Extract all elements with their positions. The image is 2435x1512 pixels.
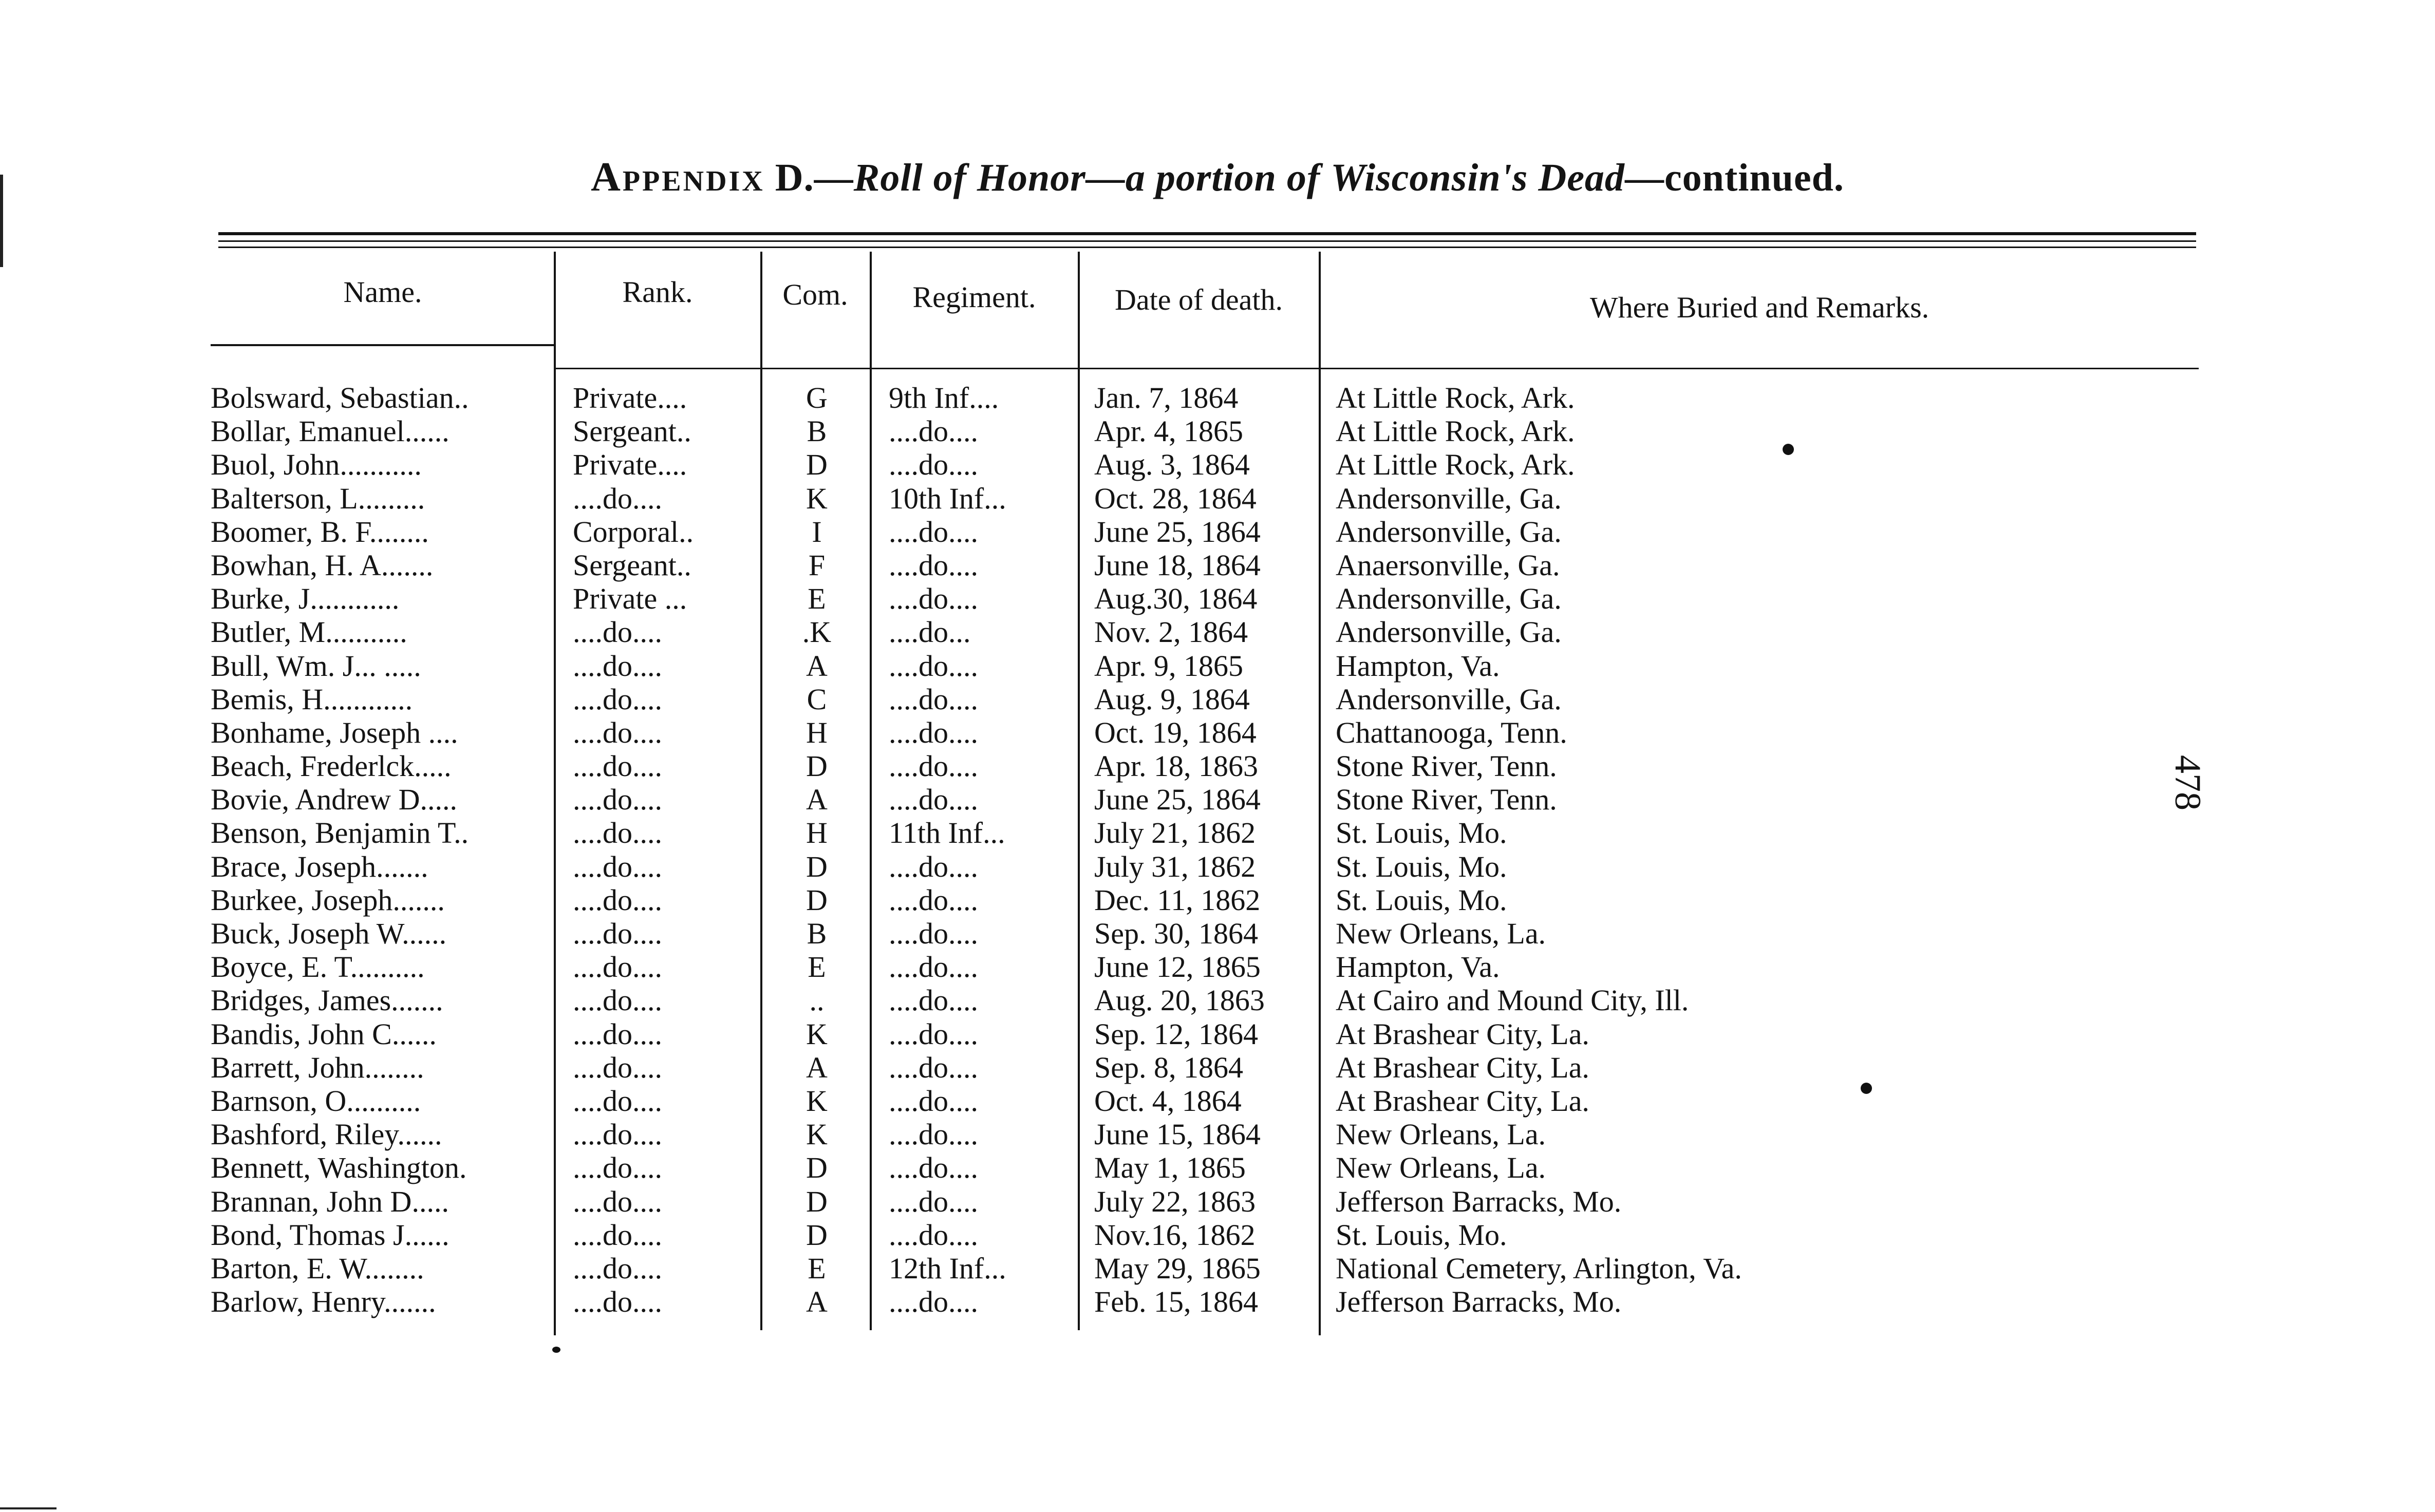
ink-speck-3: [552, 1347, 560, 1353]
entry-regiment: ....do....: [889, 984, 978, 1017]
entry-name: Barton, E. W........: [211, 1251, 424, 1285]
entry-rank: ....do....: [573, 917, 662, 950]
entry-regiment: ....do....: [889, 1218, 978, 1252]
entry-company: G: [806, 381, 828, 414]
table-row: [0, 984, 2435, 1017]
top-rule-third: [218, 247, 2196, 248]
entry-burial-place: Anaersonville, Ga.: [1336, 548, 1560, 582]
entry-rank: Private....: [573, 448, 687, 482]
entry-rank: ....do....: [573, 1118, 662, 1151]
entry-name: Barrett, John........: [211, 1050, 424, 1084]
entry-date-of-death: June 12, 1865: [1094, 950, 1261, 984]
entry-rank: ....do....: [573, 816, 662, 850]
entry-name: Boyce, E. T..........: [211, 950, 425, 984]
entry-name: Bull, Wm. J... .....: [211, 649, 421, 683]
entry-name: Bridges, James.......: [211, 984, 443, 1017]
entry-date-of-death: Feb. 15, 1864: [1094, 1285, 1258, 1319]
ink-speck-2: [1861, 1083, 1872, 1094]
entry-rank: ....do....: [573, 1084, 662, 1118]
entry-company: B: [807, 917, 827, 950]
column-header-where: Where Buried and Remarks.: [1589, 291, 1930, 324]
entry-rank: ....do....: [573, 649, 662, 683]
entry-date-of-death: Aug. 3, 1864: [1094, 448, 1250, 482]
entry-burial-place: Andersonville, Ga.: [1336, 481, 1562, 515]
entry-rank: ....do....: [573, 783, 662, 817]
entry-date-of-death: July 22, 1863: [1094, 1184, 1256, 1218]
entry-regiment: ....do....: [889, 649, 978, 683]
entry-company: K: [806, 1084, 828, 1118]
entry-company: D: [806, 849, 828, 883]
entry-rank: ....do....: [573, 950, 662, 984]
entry-date-of-death: July 31, 1862: [1094, 849, 1256, 883]
entry-regiment: ....do....: [889, 548, 978, 582]
entry-company: F: [808, 548, 826, 582]
entry-date-of-death: June 25, 1864: [1094, 783, 1261, 817]
entry-date-of-death: June 15, 1864: [1094, 1118, 1261, 1151]
table-row: [0, 950, 2435, 984]
entry-regiment: ....do....: [889, 783, 978, 817]
table-row: [0, 482, 2435, 515]
entry-date-of-death: Sep. 12, 1864: [1094, 1017, 1258, 1051]
entry-burial-place: Stone River, Tenn.: [1336, 783, 1557, 817]
entry-date-of-death: Apr. 18, 1863: [1094, 749, 1258, 783]
page-number: 478: [2167, 755, 2208, 810]
entry-burial-place: At Brashear City, La.: [1336, 1017, 1589, 1051]
entry-date-of-death: Oct. 28, 1864: [1094, 481, 1257, 515]
entry-burial-place: At Little Rock, Ark.: [1336, 448, 1575, 482]
title-wisconsin: Wisconsin's Dead: [1331, 156, 1625, 199]
entry-company: C: [807, 682, 827, 716]
entry-name: Benson, Benjamin T..: [211, 816, 469, 850]
entry-burial-place: Chattanooga, Tenn.: [1336, 715, 1567, 749]
top-rule-thick: [218, 232, 2196, 235]
entry-regiment: ....do....: [889, 1017, 978, 1051]
entry-burial-place: Andersonville, Ga.: [1336, 682, 1562, 716]
table-row: [0, 615, 2435, 649]
table-row: [0, 1285, 2435, 1318]
entry-name: Beach, Frederlck.....: [211, 749, 452, 783]
entry-rank: Private....: [573, 381, 687, 414]
entry-regiment: 11th Inf...: [889, 816, 1005, 850]
entry-burial-place: New Orleans, La.: [1336, 917, 1546, 950]
entry-company: E: [808, 1251, 826, 1285]
entry-burial-place: At Little Rock, Ark.: [1336, 381, 1575, 414]
entry-date-of-death: May 1, 1865: [1094, 1151, 1246, 1185]
entry-date-of-death: Oct. 19, 1864: [1094, 715, 1257, 749]
ink-speck-1: [1783, 444, 1794, 455]
title-roll: Roll of Honor—a portion of: [853, 156, 1321, 199]
entry-regiment: ....do....: [889, 1118, 978, 1151]
table-row: [0, 1118, 2435, 1151]
entry-name: Barlow, Henry.......: [211, 1285, 436, 1319]
entry-rank: ....do....: [573, 984, 662, 1017]
table-row: [0, 783, 2435, 816]
page-title: [0, 154, 2435, 201]
entry-rank: ....do....: [573, 883, 662, 917]
entry-date-of-death: Nov. 2, 1864: [1094, 615, 1248, 649]
scan-edge-mark-bottom: [0, 1507, 57, 1509]
entry-burial-place: Hampton, Va.: [1336, 950, 1500, 984]
entry-regiment: ....do....: [889, 849, 978, 883]
entry-burial-place: At Little Rock, Ark.: [1336, 414, 1575, 448]
entry-regiment: ....do....: [889, 1151, 978, 1185]
column-header-com: Com.: [782, 278, 848, 311]
entry-company: E: [808, 582, 826, 616]
entry-burial-place: St. Louis, Mo.: [1336, 816, 1507, 850]
entry-regiment: ....do....: [889, 582, 978, 616]
entry-name: Boomer, B. F........: [211, 515, 429, 549]
title-appendix: Appendix: [591, 155, 765, 200]
entry-date-of-death: Sep. 30, 1864: [1094, 917, 1258, 950]
entry-date-of-death: June 25, 1864: [1094, 515, 1261, 549]
entry-name: Buck, Joseph W......: [211, 917, 447, 950]
entry-name: Bowhan, H. A.......: [211, 548, 434, 582]
entry-burial-place: St. Louis, Mo.: [1336, 883, 1507, 917]
table-row: [0, 582, 2435, 615]
table-row: [0, 515, 2435, 549]
entry-company: K: [806, 1118, 828, 1151]
entry-burial-place: Andersonville, Ga.: [1336, 582, 1562, 616]
entry-regiment: ....do....: [889, 1050, 978, 1084]
entry-company: H: [806, 715, 828, 749]
table-row: [0, 716, 2435, 749]
entry-burial-place: Andersonville, Ga.: [1336, 515, 1562, 549]
entry-date-of-death: May 29, 1865: [1094, 1251, 1261, 1285]
top-rule-thin: [218, 240, 2196, 242]
scan-edge-mark-left: [0, 175, 3, 267]
entry-name: Bollar, Emanuel......: [211, 414, 449, 448]
title-continued: —continued.: [1624, 156, 1844, 199]
entry-regiment: 12th Inf...: [889, 1251, 1006, 1285]
entry-company: D: [806, 1151, 828, 1185]
entry-name: Bemis, H............: [211, 682, 413, 716]
entry-company: B: [807, 414, 827, 448]
entry-regiment: ....do....: [889, 682, 978, 716]
entry-name: Bennett, Washington.: [211, 1151, 467, 1185]
entry-company: A: [806, 649, 828, 683]
entry-rank: ....do....: [573, 615, 662, 649]
entry-rank: Sergeant..: [573, 548, 691, 582]
entry-burial-place: New Orleans, La.: [1336, 1118, 1546, 1151]
entry-date-of-death: July 21, 1862: [1094, 816, 1256, 850]
entry-regiment: ....do....: [889, 715, 978, 749]
entry-burial-place: National Cemetery, Arlington, Va.: [1336, 1251, 1742, 1285]
table-row: [0, 850, 2435, 883]
entry-burial-place: Hampton, Va.: [1336, 649, 1500, 683]
entry-regiment: 9th Inf....: [889, 381, 999, 414]
entry-rank: Sergeant..: [573, 414, 691, 448]
entry-name: Barnson, O..........: [211, 1084, 421, 1118]
entry-burial-place: At Brashear City, La.: [1336, 1084, 1589, 1118]
entry-name: Bovie, Andrew D.....: [211, 783, 458, 817]
entry-company: D: [806, 1218, 828, 1252]
table-row: [0, 1185, 2435, 1218]
table-row: [0, 1051, 2435, 1084]
entry-rank: ....do....: [573, 1050, 662, 1084]
title-letter: D.—: [775, 156, 854, 199]
entry-regiment: ....do....: [889, 883, 978, 917]
entry-date-of-death: Oct. 4, 1864: [1094, 1084, 1242, 1118]
entry-company: D: [806, 448, 828, 482]
entry-company: .K: [802, 615, 832, 649]
entry-name: Bandis, John C......: [211, 1017, 437, 1051]
entry-date-of-death: Sep. 8, 1864: [1094, 1050, 1243, 1084]
entry-regiment: ....do....: [889, 917, 978, 950]
entry-burial-place: New Orleans, La.: [1336, 1151, 1546, 1185]
table-row: [0, 749, 2435, 783]
entry-date-of-death: Dec. 11, 1862: [1094, 883, 1261, 917]
table-row: [0, 1151, 2435, 1184]
entry-burial-place: At Brashear City, La.: [1336, 1050, 1589, 1084]
entry-date-of-death: Nov.16, 1862: [1094, 1218, 1256, 1252]
entry-company: K: [806, 1017, 828, 1051]
entry-burial-place: At Cairo and Mound City, Ill.: [1336, 984, 1689, 1017]
entry-burial-place: St. Louis, Mo.: [1336, 1218, 1507, 1252]
entry-burial-place: Stone River, Tenn.: [1336, 749, 1557, 783]
entry-rank: Corporal..: [573, 515, 694, 549]
entry-date-of-death: Aug. 20, 1863: [1094, 984, 1265, 1017]
entry-date-of-death: June 18, 1864: [1094, 548, 1261, 582]
entry-burial-place: Jefferson Barracks, Mo.: [1336, 1285, 1622, 1319]
entry-rank: ....do....: [573, 481, 662, 515]
column-header-date: Date of death.: [1115, 283, 1283, 316]
table-row: [0, 1084, 2435, 1118]
entry-rank: ....do....: [573, 1251, 662, 1285]
table-row: [0, 1218, 2435, 1252]
entry-regiment: ....do....: [889, 1084, 978, 1118]
column-header-regiment: Regiment.: [912, 280, 1036, 314]
entry-rank: ....do....: [573, 1017, 662, 1051]
column-header-name: Name.: [343, 275, 422, 309]
entry-company: ..: [809, 984, 825, 1017]
table-row: [0, 883, 2435, 917]
entry-name: Burkee, Joseph.......: [211, 883, 445, 917]
entry-date-of-death: Aug.30, 1864: [1094, 582, 1258, 616]
table-row: [0, 917, 2435, 950]
entry-date-of-death: Jan. 7, 1864: [1094, 381, 1239, 414]
entry-regiment: ....do...: [889, 615, 971, 649]
entry-company: K: [806, 481, 828, 515]
table-row: [0, 549, 2435, 582]
entry-regiment: ....do....: [889, 749, 978, 783]
table-row: [0, 381, 2435, 414]
entry-rank: ....do....: [573, 682, 662, 716]
entry-rank: ....do....: [573, 1218, 662, 1252]
entry-rank: ....do....: [573, 715, 662, 749]
entry-date-of-death: Apr. 9, 1865: [1094, 649, 1243, 683]
entry-name: Bolsward, Sebastian..: [211, 381, 469, 414]
entry-company: D: [806, 883, 828, 917]
table-row: [0, 1252, 2435, 1285]
entry-name: Brannan, John D.....: [211, 1184, 449, 1218]
entry-rank: ....do....: [573, 749, 662, 783]
entry-name: Bashford, Riley......: [211, 1118, 442, 1151]
entry-regiment: ....do....: [889, 950, 978, 984]
table-row: [0, 816, 2435, 849]
table-row: [0, 649, 2435, 683]
entry-company: A: [806, 1285, 828, 1319]
table-row: [0, 683, 2435, 716]
entry-date-of-death: Apr. 4, 1865: [1094, 414, 1243, 448]
header-rule-left: [211, 344, 555, 346]
entry-company: A: [806, 1050, 828, 1084]
entry-name: Bonhame, Joseph ....: [211, 715, 458, 749]
entry-rank: ....do....: [573, 1151, 662, 1185]
entry-burial-place: St. Louis, Mo.: [1336, 849, 1507, 883]
entry-regiment: ....do....: [889, 515, 978, 549]
entry-rank: ....do....: [573, 849, 662, 883]
entry-rank: ....do....: [573, 1285, 662, 1319]
table-row: [0, 414, 2435, 448]
entry-regiment: ....do....: [889, 414, 978, 448]
entry-name: Buol, John...........: [211, 448, 422, 482]
entry-name: Burke, J............: [211, 582, 400, 616]
entry-company: D: [806, 1184, 828, 1218]
entry-name: Brace, Joseph.......: [211, 849, 428, 883]
entry-regiment: ....do....: [889, 1184, 978, 1218]
entry-company: D: [806, 749, 828, 783]
table-row: [0, 448, 2435, 481]
column-header-rank: Rank.: [622, 275, 693, 309]
entry-name: Balterson, L.........: [211, 481, 425, 515]
entry-company: E: [808, 950, 826, 984]
table-row: [0, 1017, 2435, 1051]
entry-regiment: ....do....: [889, 448, 978, 482]
entry-rank: ....do....: [573, 1184, 662, 1218]
entry-company: H: [806, 816, 828, 850]
entry-company: I: [812, 515, 822, 549]
entry-regiment: 10th Inf...: [889, 481, 1006, 515]
entry-name: Bond, Thomas J......: [211, 1218, 449, 1252]
roll-table-body: [0, 381, 2435, 1318]
entry-name: Butler, M...........: [211, 615, 407, 649]
entry-regiment: ....do....: [889, 1285, 978, 1319]
entry-company: A: [806, 783, 828, 817]
entry-burial-place: Andersonville, Ga.: [1336, 615, 1562, 649]
entry-rank: Private ...: [573, 582, 687, 616]
header-rule-right: [555, 368, 2199, 369]
entry-burial-place: Jefferson Barracks, Mo.: [1336, 1184, 1622, 1218]
entry-date-of-death: Aug. 9, 1864: [1094, 682, 1250, 716]
